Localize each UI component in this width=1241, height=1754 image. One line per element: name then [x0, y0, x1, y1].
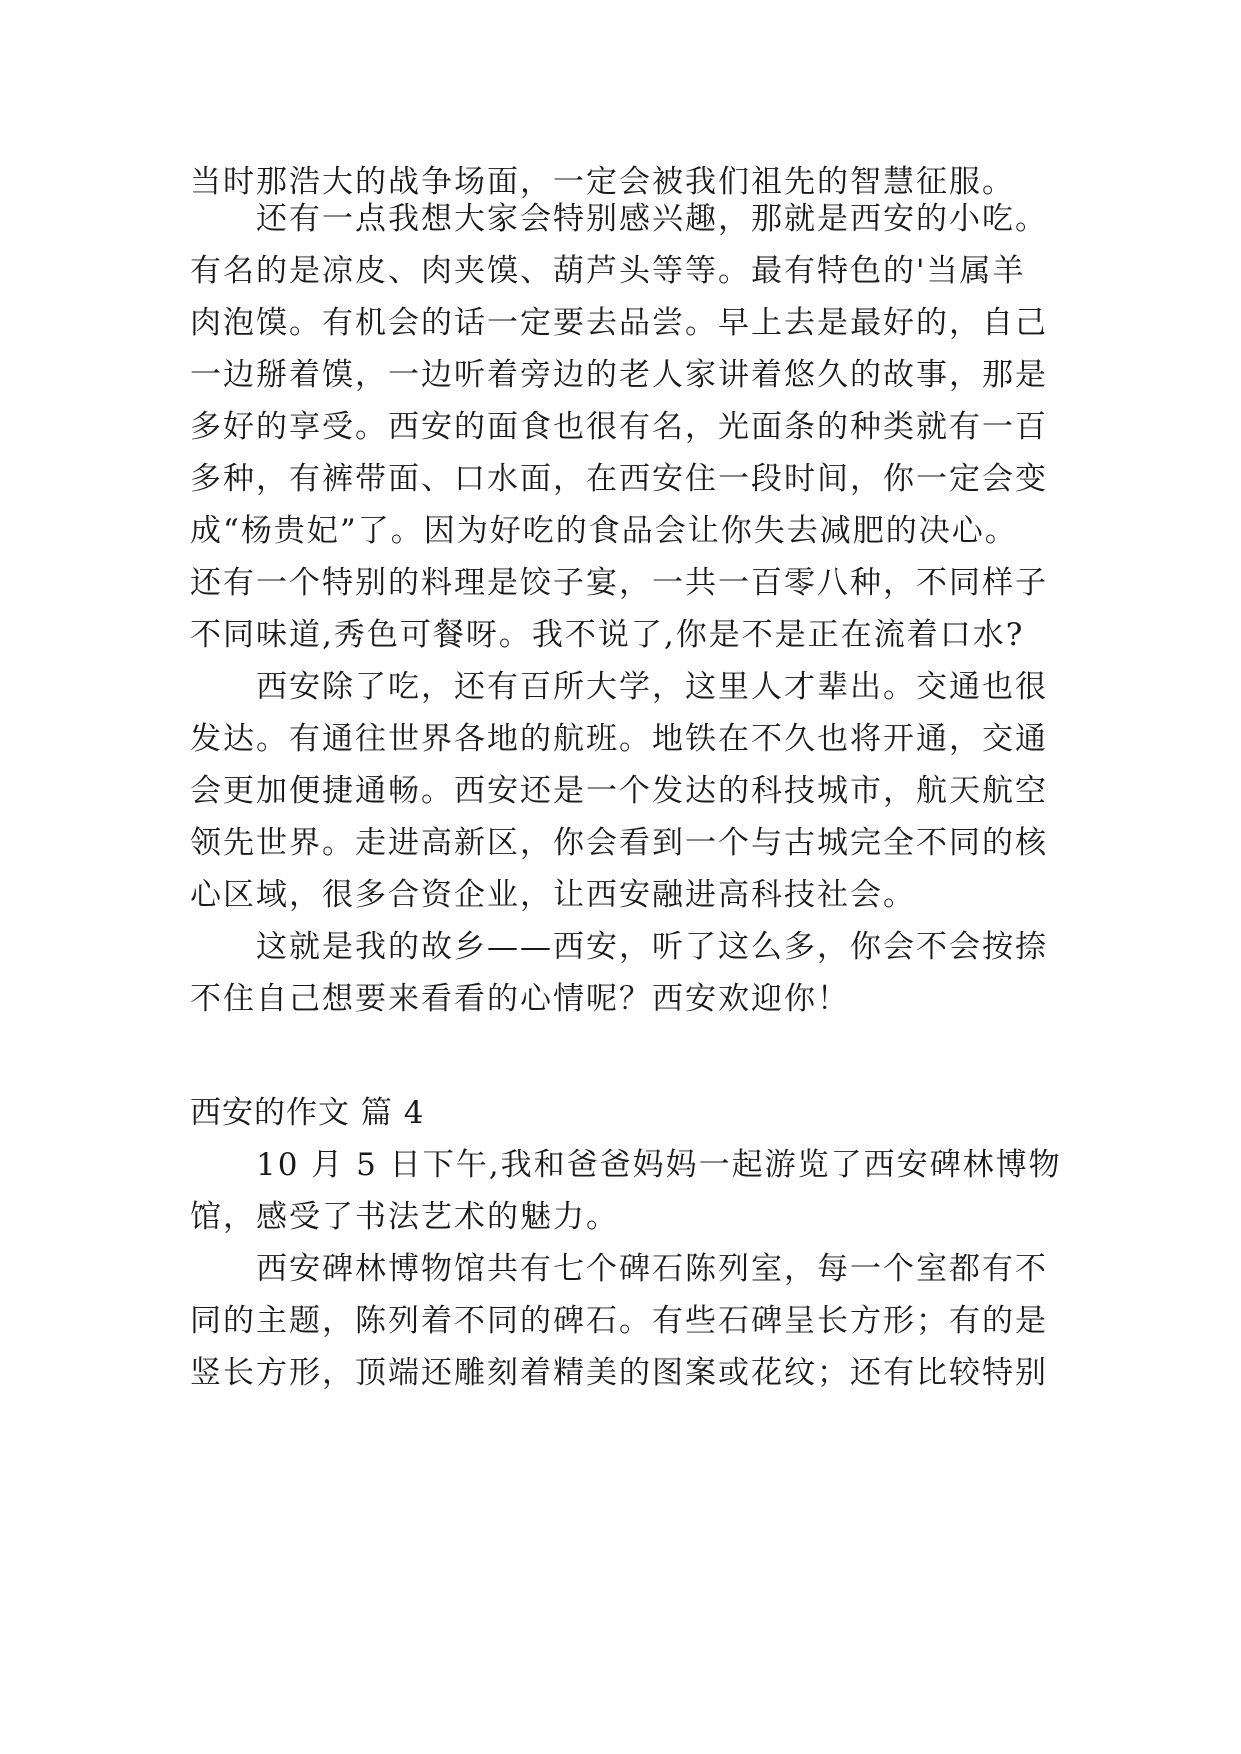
text-line: 馆，感受了书法艺术的魅力。: [190, 1199, 619, 1235]
text-line: 不同味道,秀色可餐呀。我不说了,你是不是正在流着口水?: [190, 617, 1025, 653]
text-line: 竖长方形，顶端还雕刻着精美的图案或花纹；还有比较特别: [190, 1355, 1048, 1391]
text-line: 还有一个特别的料理是饺子宴，一共一百零八种，不同样子: [190, 565, 1048, 601]
text-line: 成“杨贵妃”了。因为好吃的食品会让你失去减肥的决心。: [190, 513, 1018, 549]
text-line: 有名的是凉皮、肉夹馍、葫芦头等等。最有特色的'当属羊: [190, 253, 1026, 289]
text-line: 当时那浩大的战争场面，一定会被我们祖先的智慧征服。: [190, 164, 1015, 200]
text-line: 同的主题，陈列着不同的碑石。有些石碑呈长方形；有的是: [190, 1303, 1048, 1339]
section-heading: 西安的作文 篇 4: [190, 1095, 425, 1131]
text-line: 不住自己想要来看看的心情呢？西安欢迎你！: [190, 981, 850, 1017]
text-line: 10 月 5 日下午,我和爸爸妈妈一起游览了西安碑林博物: [256, 1147, 1062, 1183]
text-line: 领先世界。走进高新区，你会看到一个与古城完全不同的核: [190, 825, 1048, 861]
text-line: 这就是我的故乡——西安，听了这么多，你会不会按捺: [256, 929, 1048, 965]
text-line: 发达。有通往世界各地的航班。地铁在不久也将开通，交通: [190, 721, 1048, 757]
text-line: 一边掰着馍，一边听着旁边的老人家讲着悠久的故事，那是: [190, 357, 1048, 393]
text-line: 西安碑林博物馆共有七个碑石陈列室，每一个室都有不: [256, 1251, 1048, 1287]
text-line: 心区域，很多合资企业，让西安融进高科技社会。: [190, 877, 916, 913]
text-line: 会更加便捷通畅。西安还是一个发达的科技城市，航天航空: [190, 773, 1048, 809]
text-line: 多种，有裤带面、口水面，在西安住一段时间，你一定会变: [190, 461, 1048, 497]
text-line: 西安除了吃，还有百所大学，这里人才辈出。交通也很: [256, 669, 1048, 705]
text-line: 还有一点我想大家会特别感兴趣，那就是西安的小吃。: [256, 201, 1048, 237]
text-line: 多好的享受。西安的面食也很有名，光面条的种类就有一百: [190, 409, 1048, 445]
text-line: 肉泡馍。有机会的话一定要去品尝。早上去是最好的，自己: [190, 305, 1048, 341]
